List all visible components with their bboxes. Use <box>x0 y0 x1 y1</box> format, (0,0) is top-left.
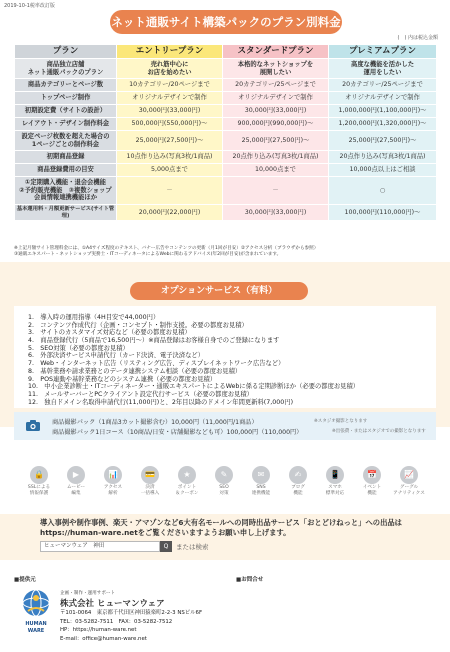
feature-label: グーグル アナリティクス <box>393 485 425 496</box>
row-label: 商品登録費用の目安 <box>15 164 117 177</box>
header-entry-plan: エントリープラン <box>117 45 223 59</box>
payment-feature <box>133 466 167 496</box>
option-item: 6. 外部決済サービス申請代行（カード決済、電子決済など） <box>28 352 205 360</box>
seo-feature <box>207 466 241 496</box>
entry-cell: 20,000円(22,000円) <box>117 205 223 221</box>
option-item: 2. コンテンツ作成代行（企画・コンセプト・制作支援。必要の都度お見積） <box>28 321 248 329</box>
option-item: 4. 商品登録代行（5商品で16,500円〜）※商品登録はお客様自身でのご登録になります <box>28 337 280 345</box>
footnote-line: ※上記月額サイト管理料金には、①A4サイズ程度のテキスト、バナー広告やコンテンツの更新（月1回が目安）②アクセス分析（ブラウザから参照） <box>14 246 319 251</box>
standard-cell: オリジナルデザインで制作 <box>223 92 329 105</box>
smartphone-icon: 📱 <box>326 466 344 484</box>
lock-icon: 🔒 <box>30 466 48 484</box>
star-icon: ★ <box>178 466 196 484</box>
option-item: 9. POS連動や基幹業務などのシステム連携（必要の都度お見積） <box>28 375 217 383</box>
standard-cell: 20カテゴリー/25ページまで <box>223 79 329 92</box>
row-label: 初期商品登録 <box>15 151 117 164</box>
svg-text:HUMAN: HUMAN <box>25 621 47 627</box>
footnotes <box>14 246 439 258</box>
photo-day-course-line: 商品撮影パック1日コース（10商品/日安・店舗撮影なども可）100,000円（110,000円） <box>52 429 303 436</box>
pricing-row <box>15 79 437 92</box>
feature-label: SSLによる 情報保護 <box>27 485 51 496</box>
photo-day-course-note: ※出張費・またはスタジオでの撮影となります <box>332 429 426 434</box>
option-item: 5. SEO対策（必要の都度お見積） <box>28 344 129 352</box>
row-label: 基本運用料・月額更新サービス(サイト管理) <box>15 205 117 221</box>
premium-cell: 高度な機能を活かした 運用をしたい <box>329 59 437 79</box>
standard-cell: 30,000円(33,000円) <box>223 105 329 118</box>
options-list <box>28 314 428 406</box>
pricing-table <box>14 44 437 221</box>
entry-cell: 売れ筋中心に お店を始めたい <box>117 59 223 79</box>
option-item: 3. サイトのカスタマイズ対応など（必要の都度お見積） <box>28 329 191 337</box>
pricing-row <box>15 92 437 105</box>
company-info <box>60 590 202 643</box>
row-label: 商品カテゴリーとページ数 <box>15 79 117 92</box>
premium-cell: 1,200,000円(1,320,000円)～ <box>329 118 437 131</box>
sns-icon: ✉ <box>252 466 270 484</box>
feature-label: 決済 一括導入 <box>140 485 160 496</box>
google-analytics-feature <box>392 466 426 496</box>
event-feature <box>355 466 389 496</box>
blog-icon: ✍ <box>289 466 307 484</box>
entry-cell: オリジナルデザインで制作 <box>117 92 223 105</box>
pricing-row <box>15 151 437 164</box>
option-item: 11. メールサーバーとPCクライアント設定代行サービス（必要の都度お見積） <box>28 390 253 398</box>
feature-label: イベント 機能 <box>362 485 382 496</box>
option-item: 7. Web・インターネット広告（リスティング広告、ディスプレイネットワーク広告など） <box>28 360 285 368</box>
search-input[interactable]: ヒューマンウェア 神田 <box>40 541 160 552</box>
standard-cell: － <box>223 177 329 205</box>
company-name: 株式会社 ヒューマンウェア <box>60 599 165 609</box>
ssl-feature <box>22 466 56 496</box>
row-label: 設定ページ枚数を超えた場合の 1ページごとの制作料金 <box>15 131 117 151</box>
standard-cell: 30,000円(33,000円) <box>223 205 329 221</box>
row-label: レイアウト・デザイン制作料金 <box>15 118 117 131</box>
feature-label: アクセス 解析 <box>103 485 123 496</box>
credit-card-icon: 💳 <box>141 466 159 484</box>
pricing-row <box>15 118 437 131</box>
feature-label: ムービー 編集 <box>67 485 85 496</box>
seo-icon: ✎ <box>215 466 233 484</box>
standard-cell: 25,000円(27,500円)～ <box>223 131 329 151</box>
pricing-row <box>15 205 437 221</box>
feature-label: SNS 連携機能 <box>251 485 271 496</box>
company-address: 〒101-0064 東京都千代田区神田猿楽町2-2-3 NSビル6F <box>60 610 203 616</box>
pricing-row <box>15 131 437 151</box>
feature-label: スマホ 標準対応 <box>325 485 345 496</box>
entry-cell: 10点作り込み(写真3枚/1商品) <box>117 151 223 164</box>
page-title: ネット通販サイト構築パックのプラン別料金 <box>110 10 342 34</box>
photo-package-box <box>14 412 436 440</box>
camera-icon <box>26 419 40 431</box>
bar-chart-icon: 📊 <box>104 466 122 484</box>
movie-icon: ▶ <box>67 466 85 484</box>
pricing-header-row <box>15 45 437 59</box>
blog-feature <box>281 466 315 496</box>
sns-feature <box>244 466 278 496</box>
company-hp[interactable]: HP：https://human-ware.net <box>60 627 137 634</box>
entry-cell: 10カテゴリー/20ページまで <box>117 79 223 92</box>
header-plan: プラン <box>15 45 117 59</box>
access-analysis-feature <box>96 466 130 496</box>
search-button[interactable]: Q <box>160 541 172 552</box>
option-item: 10. 中小企業診断士・ITコーディネーター・通販エキスパートによるWebに係る定期診断ほか（必要の都度お見積） <box>28 383 360 391</box>
movie-feature <box>59 466 93 496</box>
premium-cell: 10,000点以上はご相談 <box>329 164 437 177</box>
standard-cell: 900,000円(990,000円)～ <box>223 118 329 131</box>
search-hint: または検索 <box>176 543 209 551</box>
premium-cell: 20カテゴリー/25ページまで <box>329 79 437 92</box>
company-tagline: 企画・制作・運用サポート <box>60 591 116 596</box>
tax-note: ( ) 内は税込金額 <box>397 35 438 41</box>
company-logo <box>18 587 54 635</box>
header-premium-plan: プレミアムプラン <box>329 45 437 59</box>
company-tel: TEL：03-5282-7511 FAX：03-5282-7512 <box>60 618 173 625</box>
header-standard-plan: スタンダードプラン <box>223 45 329 59</box>
pricing-row <box>15 105 437 118</box>
standard-cell: 10,000点まで <box>223 164 329 177</box>
entry-cell: 30,000円(33,000円) <box>117 105 223 118</box>
options-box <box>14 306 436 408</box>
standard-cell: 20点作り込み(写真3枚/1商品) <box>223 151 329 164</box>
row-label: 初期設定費（サイトの設計） <box>15 105 117 118</box>
option-item: 12. 独自ドメイン名取得申請代行(11,000円)と、2年目以降のドメイン年間更新料(7,000円) <box>28 398 294 406</box>
smartphone-feature <box>318 466 352 496</box>
pricing-row <box>15 177 437 205</box>
row-label: ①定期購入機能・退会会機能 ②予約販売機能 ③複数ショップ 会員情報連携機能ほか <box>15 177 117 205</box>
premium-cell: オリジナルデザインで制作 <box>329 92 437 105</box>
premium-cell: 20点作り込み(写真3枚/1商品) <box>329 151 437 164</box>
premium-cell: ○ <box>329 177 437 205</box>
analytics-icon: 📈 <box>400 466 418 484</box>
footnote-line: ③通販エキスパート・ネットショップ実務士・ITコーディネータによるWebに関わるアドバイス(年2回が目安)が含まれています。 <box>14 252 282 258</box>
feature-label: ポイント ＆クーポン <box>175 485 199 496</box>
point-coupon-feature <box>170 466 204 496</box>
provider-label: ■ 提供元 <box>14 575 36 583</box>
photo-package-note: ※スタジオ撮影となります <box>314 419 368 424</box>
options-title: オプションサービス（有料） <box>130 282 308 300</box>
premium-cell: 100,000円(110,000円)～ <box>329 205 437 221</box>
feature-label: ブログ 機能 <box>291 485 305 496</box>
calendar-icon: 📅 <box>363 466 381 484</box>
option-item: 8. 基幹業務や請求業務とのデータ連携システム相談（必要の都度お見積） <box>28 367 242 375</box>
promo-url-text: https://human-ware.netをご覧くださいますようお願い申し上げます。 <box>40 528 291 537</box>
pricing-row <box>15 164 437 177</box>
photo-package-line: 商品撮影パック（1商品3カット撮影含む）10,000円（11,000円/1商品） <box>52 419 258 426</box>
entry-cell: 500,000円(550,000円)～ <box>117 118 223 131</box>
option-item: 1. 導入時の運用指導（4H目安で44,000円） <box>28 314 160 321</box>
company-email[interactable]: E-mail：office@human-ware.net <box>60 635 147 642</box>
premium-cell: 1,000,000円(1,100,000円)～ <box>329 105 437 118</box>
contact-label: ■ お問合せ <box>236 575 263 583</box>
promo-text: 導入事例や制作事例、楽天・アマゾンなど6大有名モールへの同時出品サービス「おとどけねっと」への出品は <box>40 518 402 527</box>
revision-note: 2019-10-1税率改訂版 <box>4 3 55 9</box>
standard-cell: 本格的なネットショップを 展開したい <box>223 59 329 79</box>
svg-text:WARE: WARE <box>27 628 45 634</box>
entry-cell: － <box>117 177 223 205</box>
entry-cell: 25,000円(27,500円)～ <box>117 131 223 151</box>
service-icon-row <box>22 466 432 508</box>
pricing-row <box>15 59 437 79</box>
feature-label: SEO 対策 <box>219 485 229 496</box>
entry-cell: 5,000点まで <box>117 164 223 177</box>
premium-cell: 25,000円(27,500円)～ <box>329 131 437 151</box>
row-label: トップページ制作 <box>15 92 117 105</box>
row-label: 商品独立店舗 ネット通販パックのプラン <box>15 59 117 79</box>
